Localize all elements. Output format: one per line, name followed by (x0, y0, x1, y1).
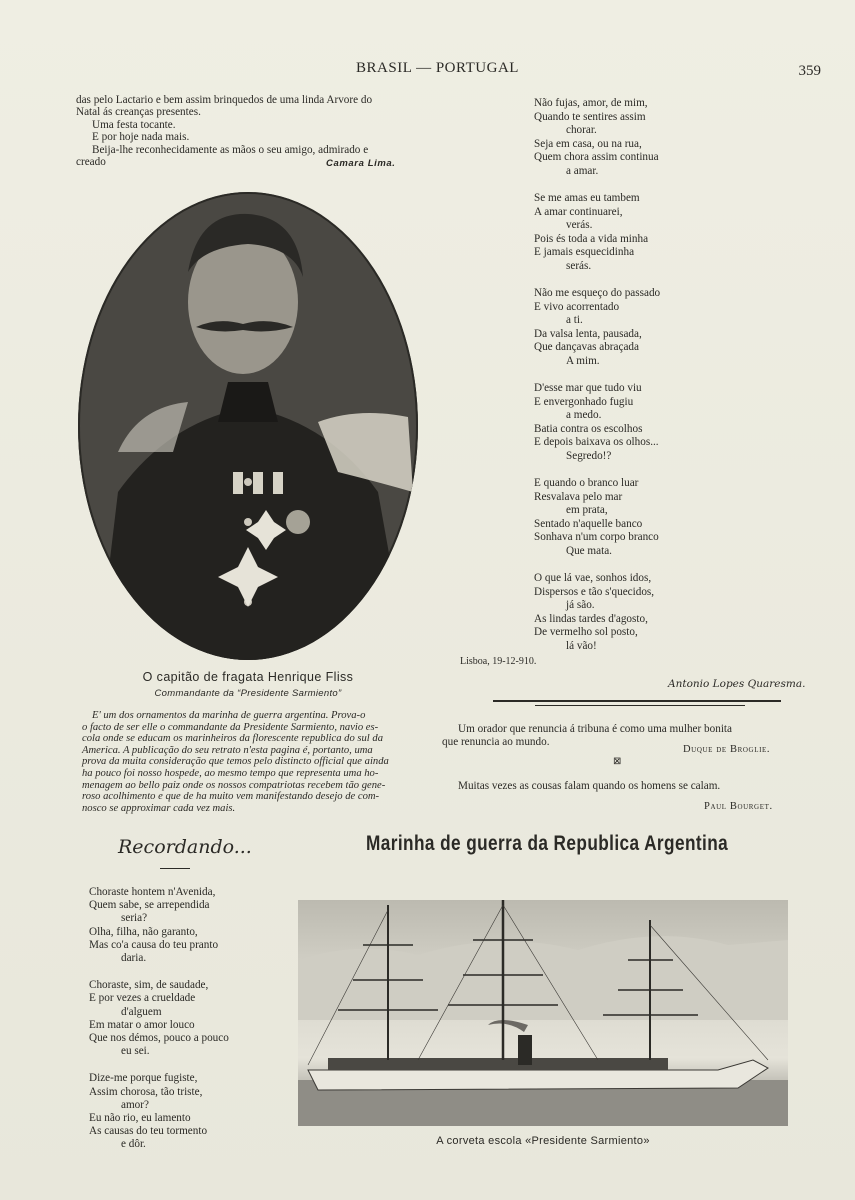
intro-signature: Camara Lima. (326, 158, 396, 169)
poem-line: a medo. (566, 409, 602, 421)
poem-line: Choraste hontem n'Avenida, (89, 886, 216, 898)
poem-line: Segredo!? (566, 449, 612, 462)
page-header-title: BRASIL — PORTUGAL (356, 60, 519, 76)
poem-line: já são. (566, 599, 595, 611)
portrait-caption: O capitão de fragata Henrique Fliss (142, 670, 354, 684)
poem-line: eu sei. (121, 1045, 150, 1058)
poem-line: Assim chorosa, tão triste, (89, 1085, 203, 1098)
poem-line: Da valsa lenta, pausada, (534, 327, 642, 340)
poem-line: Olha, filha, não garanto, (89, 925, 198, 938)
intro-line: Natal ás creanças presentes. (76, 106, 201, 119)
ship-illustration (298, 900, 788, 1126)
stanza-gap (534, 273, 764, 287)
quote-broglie-author: Duque de Broglie. (683, 744, 771, 755)
stanza-gap (89, 1058, 289, 1072)
poem-line: A amar continuarei, (534, 205, 623, 218)
portrait-subcaption: Commandante da “Presidente Sarmiento” (154, 688, 342, 699)
description-line: prova da muita consideração que temos pelo distincto official que ainda (82, 756, 389, 768)
poem-line: Dize-me porque fugiste, (89, 1072, 198, 1085)
poem-line: E por vezes a crueldade (89, 992, 196, 1005)
portrait-description (82, 710, 422, 814)
separator-line (535, 705, 745, 706)
page-number: 359 (798, 63, 821, 79)
poem-author: Antonio Lopes Quaresma. (668, 678, 806, 690)
poem-line: a amar. (566, 164, 599, 177)
poem-line: Batia contra os escolhos (534, 422, 643, 435)
portrait-photo (78, 192, 418, 660)
stanza-gap (534, 558, 764, 572)
quote-line: que renuncia ao mundo. (442, 736, 550, 748)
poem-line: em prata, (566, 504, 608, 516)
poem-line: Se me amas eu tambem (534, 192, 640, 204)
poem-line: daria. (121, 952, 147, 965)
description-line: roso acolhimento e que de ha muito vem manifestando desejo de com- (82, 791, 380, 803)
poem-line: Sentado n'aquelle banco (534, 517, 643, 530)
poem-line: amor? (121, 1098, 149, 1111)
description-line: menagem ao bello paiz onde os nossos compatriotas recebem tão gene- (82, 779, 386, 791)
poem-line: verás. (566, 219, 593, 231)
poem-line: lá vão! (566, 639, 597, 652)
description-line: E' um dos ornamentos da marinha de guerra argentina. Prova-o (92, 710, 366, 721)
poem-line: chorar. (566, 124, 597, 136)
intro-line: Beija-lhe reconhecidamente as mãos o seu amigo, admirado e (92, 143, 369, 156)
intro-line: E por hoje nada mais. (92, 131, 190, 144)
poem-line: Que mata. (566, 544, 612, 557)
poem-line: serás. (566, 259, 592, 272)
title-underline (160, 868, 190, 869)
poem-line: Choraste, sim, de saudade, (89, 979, 209, 992)
description-line: o facto de ser elle o commandante da Presidente Sarmiento, navio es- (82, 721, 379, 733)
poem-line: E depois baixava os olhos... (534, 436, 659, 448)
poem-line: Que dançavas abraçada (534, 341, 639, 353)
poem-line: E vivo acorrentado (534, 300, 620, 313)
poem-line: Não fujas, amor, de mim, (534, 97, 648, 109)
poem-line: Resvalava pelo mar (534, 490, 623, 503)
poem-line: Dispersos e tão s'quecidos, (534, 585, 655, 598)
right-poem (534, 97, 764, 653)
stanza-gap (534, 178, 764, 192)
poem-line: Mas co'a causa do teu pranto (89, 938, 219, 951)
poem-line: Seja em casa, ou na rua, (534, 137, 642, 150)
poem-line: Quem chora assim continua (534, 151, 659, 163)
poem-line: Que nos démos, pouco a pouco (89, 1032, 229, 1045)
poem-line: D'esse mar que tudo viu (534, 382, 642, 394)
marinha-title: Marinha de guerra da Republica Argentina (366, 832, 729, 855)
portrait-illustration (78, 192, 418, 660)
poem-line: De vermelho sol posto, (534, 626, 638, 638)
poem-line: Quando te sentires assim (534, 110, 646, 123)
description-line: cola onde se educam os marinheiros da florescente republica do sul da (82, 733, 383, 745)
stanza-gap (89, 965, 289, 979)
poem-line: E envergonhado fugiu (534, 395, 634, 408)
poem-line: e dôr. (121, 1138, 146, 1151)
intro-line: Uma festa tocante. (92, 118, 176, 131)
poem-line: Eu não rio, eu lamento (89, 1112, 191, 1125)
poem-line: Quem sabe, se arrependida (89, 899, 210, 912)
poem-line: As lindas tardes d'agosto, (534, 612, 648, 625)
poem-line: Não me esqueço do passado (534, 287, 661, 299)
poem-line: d'alguem (121, 1005, 162, 1018)
stanza-gap (534, 463, 764, 477)
quote-bourget: Muitas vezes as cousas falam quando os homens se calam. (458, 780, 721, 792)
ship-caption: A corveta escola «Presidente Sarmiento» (436, 1135, 650, 1147)
separator-line (493, 700, 781, 702)
poem-line: As causas do teu tormento (89, 1125, 208, 1138)
poem-line: Sonhava n'um corpo branco (534, 531, 659, 543)
intro-line: das pelo Lactario e bem assim brinquedos de uma linda Arvore do (76, 94, 373, 106)
ship-photo (298, 900, 788, 1126)
poem-line: O que lá vae, sonhos idos, (534, 572, 652, 584)
intro-line: creado (76, 156, 106, 169)
poem-line: E quando o branco luar (534, 477, 639, 489)
poem-line: a ti. (566, 314, 583, 326)
ornament-icon: ⊠ (613, 756, 622, 767)
quote-bourget-author: Paul Bourget. (704, 801, 773, 812)
stanza-gap (534, 368, 764, 382)
description-line: America. A publicação do seu retrato n'esta pagina é, portanto, uma (82, 744, 373, 756)
description-line: ha pouco foi nosso hospede, ao mesmo tempo que representa uma ho- (82, 767, 379, 779)
poem-line: seria? (121, 912, 148, 925)
poem-line: E jamais esquecidinha (534, 246, 635, 258)
poem-line: Pois és toda a vida minha (534, 232, 649, 245)
recordando-poem (89, 886, 289, 1152)
description-line: nosco se approximar cada vez mais. (82, 802, 236, 814)
recordando-title: Recordando... (118, 836, 252, 858)
quote-line: Um orador que renuncia á tribuna é como uma mulher bonita (458, 723, 733, 735)
poem-place-date: Lisboa, 19-12-910. (460, 656, 537, 667)
poem-line: A mim. (566, 354, 600, 367)
poem-line: Em matar o amor louco (89, 1018, 195, 1031)
